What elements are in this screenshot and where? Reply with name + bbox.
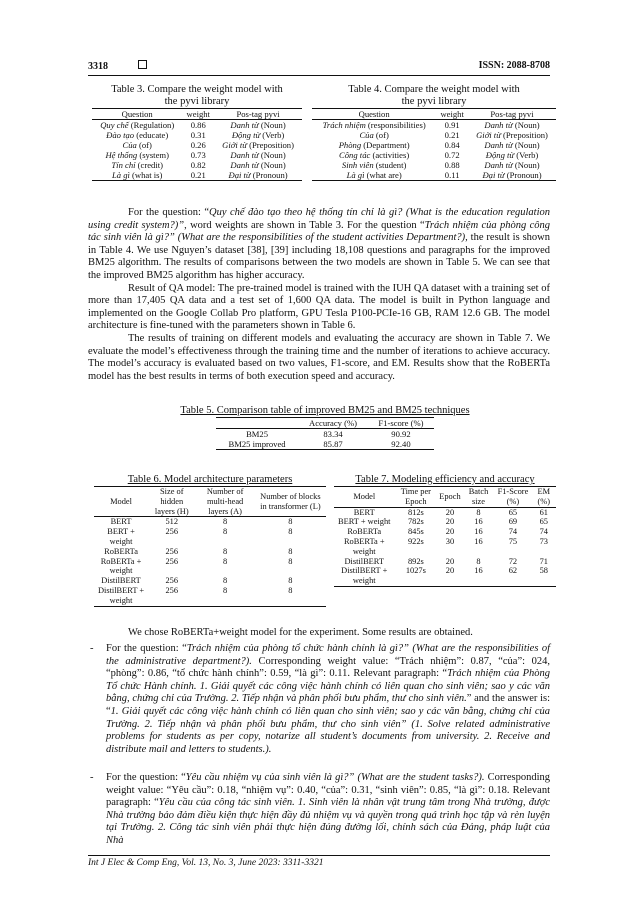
english-gloss: (Verb) (260, 130, 285, 140)
column-header: Size of hidden layers (H) (148, 487, 195, 517)
table-cell: 8 (288, 517, 293, 527)
table-cell: 73 (539, 536, 548, 546)
table-row (94, 557, 326, 577)
table-cell: 8 (223, 556, 228, 566)
vietnamese-term: Hệ thống (105, 150, 138, 160)
english-gloss: (of) (373, 130, 389, 140)
table-row (92, 170, 302, 181)
table-cell: 892s (407, 556, 424, 566)
vietnamese-term: Sinh viên (341, 160, 374, 170)
table-cell: RoBERTa (347, 527, 382, 537)
text: ” and the answer is: “ (106, 693, 551, 717)
table-row (94, 527, 326, 547)
english-gloss: (educate) (134, 130, 169, 140)
english-gloss: (what are) (364, 170, 402, 180)
table-cell: 256 (165, 556, 179, 566)
vietnamese-term: Động từ (485, 150, 515, 160)
pos-tag-cell (214, 170, 302, 181)
vietnamese-term: Danh từ (230, 120, 259, 130)
question-cell (92, 130, 182, 140)
vietnamese-term: Danh từ (484, 120, 513, 130)
vietnamese-term: Phòng (338, 140, 362, 150)
table-cell: 782s (407, 517, 424, 527)
table-cell: 16 (474, 527, 483, 537)
column-header: weight (436, 109, 468, 120)
table-cell: 65 (539, 517, 548, 527)
paragraph: The results of training on different models and evaluating the accuracy are shown in Table 7. We evaluate the model’s effectiveness through the training time and the number of iterations to achieve accuracy. The model’s accuracy is evaluated based on two values, F1-score, and EM. Results show that the RoBERTa model has the best results in terms of both execution speed and accuracy. (88, 332, 550, 382)
english-gloss: (what is) (129, 170, 163, 180)
table-cell: 74 (508, 527, 518, 537)
table-row (92, 150, 302, 160)
table-cell: 845s (407, 527, 424, 537)
table-cell: RoBERTa + weight (100, 556, 142, 576)
table-4 (312, 84, 556, 181)
pos-tag-cell (214, 120, 302, 131)
english-gloss: (Noun) (512, 140, 540, 150)
pos-tag-cell (468, 120, 556, 131)
table-cell: 30 (445, 536, 455, 546)
question-cell (312, 140, 436, 150)
weight-cell: 0.82 (190, 160, 206, 170)
table-row (94, 547, 326, 557)
caption-line: the pyvi library (164, 96, 230, 107)
pos-tag-cell (468, 140, 556, 150)
column-header: F1-Score (%) (494, 487, 531, 508)
english-gloss: (Noun) (258, 120, 286, 130)
column-header: Question (312, 109, 436, 120)
pos-tag-cell (468, 130, 556, 140)
table-cell: 8 (223, 576, 228, 586)
column-header (216, 418, 298, 429)
pos-tag-cell (214, 130, 302, 140)
table-5-caption (175, 405, 475, 417)
vietnamese-term: Là gì (346, 170, 365, 180)
table-row (92, 140, 302, 150)
table-cell: 8 (223, 527, 228, 537)
vietnamese-term: Công tác (339, 150, 371, 160)
table-6-caption (94, 474, 326, 486)
vietnamese-term: Danh từ (230, 150, 259, 160)
bullet-body (106, 643, 550, 756)
vietnamese-term: Của (359, 130, 374, 140)
vietnamese-term: Danh từ (484, 160, 513, 170)
column-header: weight (182, 109, 214, 120)
question-cell (92, 170, 182, 181)
english-gloss: (Pronoun) (504, 170, 542, 180)
text: Corresponding weight value: “Yêu cầu”: 0.18, “nhiệm vụ”: 0.40, “của”: 0.31, “sinh viên”: 0.85, “là gì”: 0.18. Relevant paragraph: “ (106, 772, 550, 809)
vietnamese-term: Động từ (231, 130, 261, 140)
table-3-caption (92, 84, 302, 108)
question-cell (312, 170, 436, 181)
vietnamese-term: Trách nhiệm (322, 120, 366, 130)
pos-tag-cell (214, 140, 302, 150)
table-cell: 90.92 (391, 429, 411, 439)
table-row (312, 140, 556, 150)
weight-cell: 0.73 (190, 150, 206, 160)
vietnamese-term: Quy chế (100, 120, 129, 130)
vietnamese-term: Là gì (111, 170, 130, 180)
table-cell: 922s (407, 536, 424, 546)
text: the result is shown in Table 4. We use Nguyen’s dataset [38], [39] including 18,108 questions and paragraphs for the improved BM25 algorithm. The results of comparisons between the two models are shown in Table 5. We can see that the improved BM25 algorithm has higher accuracy. (88, 232, 550, 281)
table-cell: 8 (288, 576, 293, 586)
table-cell: 256 (165, 546, 179, 556)
pos-tag-cell (468, 160, 556, 170)
table-cell: 20 (445, 507, 455, 517)
table-cell: 256 (148, 586, 195, 606)
table-row (334, 517, 556, 527)
column-header: Batch size (463, 487, 495, 508)
vietnamese-term: Danh từ (484, 140, 513, 150)
table-cell: 16 (463, 566, 495, 586)
italic-text: 1. Giải quyết các công việc hành chính có liên quan cho sinh viên; sao y các văn bằng, chứng chỉ của Trường. 2. Tiếp nhận và phân phối bưu phẩm, thư cho sinh viên” (1. Solve related administrative problems for students as per copy, notarize all student’s documents from university. 2. Receive and distribute mail and letters to students.). (106, 705, 550, 755)
table-6 (94, 474, 326, 607)
table-row (334, 507, 556, 517)
weight-cell: 0.88 (444, 160, 460, 170)
table-cell: BERT + weight (107, 527, 135, 546)
table-cell: 20 (445, 556, 455, 566)
table-cell: 65 (508, 507, 518, 517)
caption-line: the pyvi library (401, 96, 467, 107)
table-4-caption (312, 84, 556, 108)
table-cell: 8 (195, 586, 254, 606)
question-cell (312, 120, 436, 131)
issn: ISSN: 2088-8708 (478, 60, 550, 71)
table-cell: RoBERTa + weight (343, 536, 385, 556)
table-row (216, 439, 434, 450)
table-cell: 20 (437, 566, 462, 586)
text: , word weights are shown in Table 3. For the question “ (184, 219, 425, 231)
table-row (312, 160, 556, 170)
table-7 (334, 474, 556, 587)
caption-line: Table 5. Comparison table of improved BM25 and BM25 techniques (180, 405, 470, 416)
bullet-item-1 (90, 643, 550, 756)
table-cell: 8 (288, 546, 293, 556)
table-cell: DistilBERT (101, 576, 141, 586)
table-cell: 20 (445, 527, 455, 537)
weight-cell: 0.21 (444, 130, 460, 140)
table-row (92, 130, 302, 140)
pos-tag-cell (468, 150, 556, 160)
table-cell: 8 (476, 507, 481, 517)
vietnamese-term: Giới từ (476, 130, 501, 140)
table-cell: 16 (474, 517, 483, 527)
caption-line: Table 3. Compare the weight model with (111, 84, 283, 95)
english-gloss: (credit) (135, 160, 163, 170)
table-row (312, 120, 556, 131)
italic-text: Yêu cầu nhiệm vụ của sinh viên là gì?” (What are the student tasks?). (185, 772, 485, 783)
table-cell: 58 (532, 566, 556, 586)
english-gloss: (activities) (370, 150, 410, 160)
table-row (334, 557, 556, 567)
table-cell: DistilBERT + weight (334, 566, 395, 586)
question-cell (92, 160, 182, 170)
weight-cell: 0.21 (182, 170, 214, 181)
pos-tag-cell (468, 170, 556, 181)
table-row (312, 130, 556, 140)
pos-tag-cell (214, 150, 302, 160)
table-row (216, 429, 434, 440)
question-cell (312, 160, 436, 170)
header-rule (88, 75, 550, 76)
english-gloss: (Noun) (258, 160, 286, 170)
table-3 (92, 84, 302, 181)
column-header: Question (92, 109, 182, 120)
vietnamese-term: Đào tạo (106, 130, 135, 140)
column-header: Pos-tag pyvi (468, 109, 556, 120)
paragraph (88, 207, 550, 283)
english-gloss: (Verb) (514, 150, 539, 160)
table-row (312, 150, 556, 160)
page-number (88, 60, 147, 72)
english-gloss: (Noun) (258, 150, 286, 160)
column-header: EM (%) (532, 487, 556, 508)
english-gloss: (system) (137, 150, 169, 160)
table-cell: 69 (508, 517, 518, 527)
pos-tag-cell (214, 160, 302, 170)
table-cell: BM25 (246, 429, 269, 439)
table-cell: 8 (288, 556, 293, 566)
table-cell: 72 (508, 556, 518, 566)
vietnamese-term: Đại từ (228, 170, 251, 180)
vietnamese-term: Đại từ (482, 170, 505, 180)
running-header (88, 60, 550, 74)
table-cell: 8 (223, 546, 228, 556)
table-row (92, 160, 302, 170)
english-gloss: (of) (136, 140, 152, 150)
caption-line: Table 4. Compare the weight model with (348, 84, 520, 95)
table-5 (175, 405, 475, 450)
table-row (92, 120, 302, 131)
column-header: Time per Epoch (395, 487, 438, 508)
table-row (334, 527, 556, 537)
column-header: Number of blocks in transformer (L) (255, 487, 326, 517)
column-header: Accuracy (%) (298, 418, 368, 429)
english-gloss: (Regulation) (128, 120, 175, 130)
column-header: Model (94, 487, 148, 517)
paragraph: Result of QA model: The pre-trained model is trained with the IUH QA dataset with a training set of more than 17,405 QA data and a test set of 1,600 QA data. The model is built in Python language and implemented on the Google Collab Pro platform, GPU Tesla P100-PCIe-16 GB, RAM 12.6 GB. The model architecture is fine-tuned with the parameters shown in Table 6. (88, 282, 550, 332)
table-cell: 16 (474, 536, 483, 546)
weight-cell: 0.84 (444, 140, 460, 150)
italic-text: Yêu cầu của công tác sinh viên. 1. Sinh viên là nhân vật trung tâm trong Nhà trường, được Nhà trường bảo đảm điều kiện thực hiện đầy đủ nhiệm vụ và quyền trong quá trình học tập và rèn luyện tại Trường. 2. Công tác sinh viên phải thực hiện đúng đường lối, chính sách của Đảng, pháp luật của Nhà (106, 797, 550, 846)
table-row (94, 586, 326, 606)
table-cell: 8 (288, 527, 293, 537)
journal-footer: Int J Elec & Comp Eng, Vol. 13, No. 3, June 2023: 3311-3321 (88, 858, 324, 868)
column-header: Number of multi-head layers (A) (195, 487, 254, 517)
column-header: Pos-tag pyvi (214, 109, 302, 120)
bullet-item-2 (90, 772, 550, 848)
question-cell (92, 120, 182, 131)
table-cell: 512 (165, 517, 179, 527)
weight-cell: 0.26 (190, 140, 206, 150)
weight-cell: 0.86 (190, 120, 206, 130)
column-header: Epoch (437, 487, 462, 508)
table-cell: DistilBERT + weight (94, 586, 148, 606)
italic-text: Quy chế đào tạo theo hệ thống tín chỉ là gì? (What is the education regulation using credit system?)” (88, 207, 550, 231)
column-header: F1-score (%) (368, 418, 434, 429)
vietnamese-term: Tín chỉ (111, 160, 136, 170)
text: Corresponding weight value: “Trách nhiệm”: 0.87, “của”: 024, “phòng”: 0.86, “tổ chức hành chính”: 0.59, “là gì”: 0.11. Relevant paragraph: “ (106, 655, 550, 680)
table-cell: BERT + weight (338, 517, 391, 527)
english-gloss: (Noun) (512, 160, 540, 170)
square-icon (138, 60, 147, 69)
weight-cell: 0.72 (444, 150, 460, 160)
table-row (94, 517, 326, 527)
bullet-body (106, 772, 550, 848)
text: For the question: “ (106, 643, 187, 654)
table-5-grid (216, 417, 434, 450)
table-3-grid (92, 108, 302, 181)
table-cell: 256 (165, 576, 179, 586)
table-cell: 1027s (395, 566, 438, 586)
weight-cell: 0.91 (444, 120, 460, 130)
text: For the question: “ (106, 772, 186, 783)
table-cell: RoBERTa (104, 546, 138, 556)
table-7-grid (334, 486, 556, 587)
experiment-intro: We chose RoBERTa+weight model for the experiment. Some results are obtained. (128, 627, 473, 638)
table-cell: 85.87 (298, 439, 368, 450)
table-cell: 812s (407, 507, 424, 517)
text: For the question: “ (128, 207, 209, 218)
vietnamese-term: Của (122, 140, 137, 150)
table-cell: DistilBERT (344, 556, 384, 566)
english-gloss: (Department) (361, 140, 410, 150)
weight-cell: 0.11 (436, 170, 468, 181)
table-7-caption (334, 474, 556, 486)
table-row (334, 537, 556, 557)
column-header: Model (334, 487, 395, 508)
table-cell: 8 (223, 517, 228, 527)
table-cell: 8 (255, 586, 326, 606)
table-row (334, 566, 556, 586)
question-cell (92, 150, 182, 160)
table-6-grid (94, 486, 326, 607)
question-cell (92, 140, 182, 150)
table-cell: BERT (353, 507, 375, 517)
table-cell: 8 (476, 556, 481, 566)
italic-text: Trách nhiệm của phòng tổ chức hành chính là gì?” (What are the responsibilities of the administrative department?). (106, 643, 550, 667)
bullet-dash: - (90, 643, 94, 654)
italic-text: Trách nhiệm của phòng công tác sinh viên là gì?” (What are the responsibilities of the student activities Department?), (88, 219, 551, 244)
table-cell: 61 (539, 507, 548, 517)
table-cell: 62 (494, 566, 531, 586)
english-gloss: (student) (373, 160, 407, 170)
bullet-dash: - (90, 772, 94, 783)
caption-line: Table 6. Model architecture parameters (127, 474, 293, 485)
table-cell: 74 (539, 527, 548, 537)
english-gloss: (Pronoun) (250, 170, 288, 180)
question-cell (312, 150, 436, 160)
english-gloss: (Preposition) (246, 140, 294, 150)
table-row (94, 576, 326, 586)
table-cell: 20 (445, 517, 455, 527)
english-gloss: (responsibilities) (365, 120, 426, 130)
table-cell: 83.34 (323, 429, 343, 439)
body-text-1 (88, 207, 550, 383)
footer-rule (88, 855, 550, 856)
vietnamese-term: Danh từ (230, 160, 259, 170)
table-cell: 75 (508, 536, 518, 546)
weight-cell: 0.31 (190, 130, 206, 140)
table-4-grid (312, 108, 556, 181)
italic-text: Trách nhiệm của Phòng Tổ chức Hành chính. 1. Giải quyết các công việc hành chính có liên quan cho sinh viên; sao y các văn bằng, chứng chỉ của Trường. 2. Tiếp nhận và phân phối bưu phẩm, thư cho sinh viên. (106, 668, 550, 705)
vietnamese-term: Giới từ (222, 140, 247, 150)
page-number-text: 3318 (88, 61, 108, 72)
table-cell: BM25 improved (216, 439, 298, 450)
table-cell: 71 (539, 556, 548, 566)
english-gloss: (Noun) (512, 120, 540, 130)
question-cell (312, 130, 436, 140)
table-cell: 256 (165, 527, 179, 537)
table-cell: BERT (110, 517, 132, 527)
english-gloss: (Preposition) (500, 130, 548, 140)
table-row (312, 170, 556, 181)
table-cell: 92.40 (368, 439, 434, 450)
caption-line: Table 7. Modeling efficiency and accuracy (355, 474, 535, 485)
